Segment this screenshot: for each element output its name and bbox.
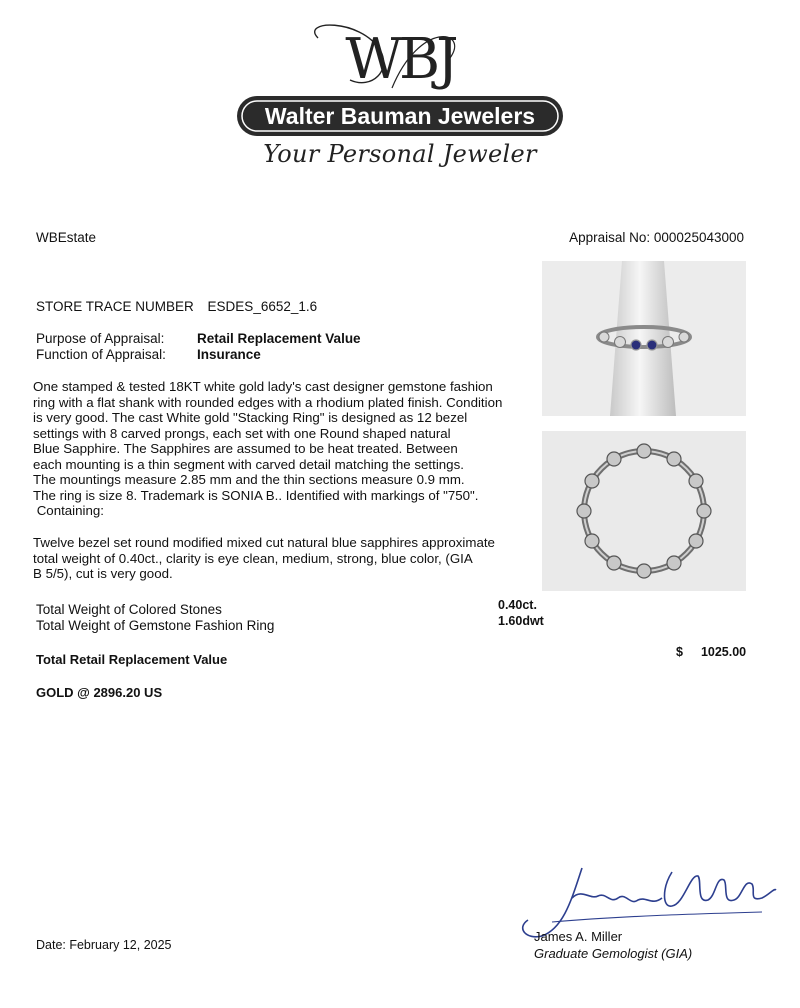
description-line: Containing: (33, 503, 104, 518)
description-line: ring with a flat shank with rounded edges with a rhodium plated finish. Condition (33, 394, 503, 410)
store-trace-value: ESDES_6652_1.6 (207, 299, 318, 314)
signer-name: James A. Miller (534, 929, 623, 944)
description-line: The ring is size 8. Trademark is SONIA B.. Identified with markings of "750". (33, 487, 479, 503)
purpose-row (36, 331, 361, 346)
total-ring-weight-value: 1.60dwt (498, 614, 544, 628)
containing-line: total weight of 0.40ct., clarity is eye clean, medium, strong, blue color, (GIA (33, 550, 473, 566)
monogram-text: WBJ (345, 27, 455, 92)
total-ring-weight-label: Total Weight of Gemstone Fashion Ring (36, 618, 275, 633)
description-line: settings with 8 carved prongs, each set with one Round shaped natural (33, 425, 451, 441)
description-line: One stamped & tested 18KT white gold lady's cast designer gemstone fashion (33, 379, 493, 394)
signer-title: Graduate Gemologist (GIA) (534, 946, 693, 961)
containing-line: B 5/5), cut is very good. (33, 566, 173, 581)
containing-description (33, 535, 533, 582)
gold-price: GOLD @ 2896.20 US (36, 685, 163, 700)
description-line: is very good. The cast White gold "Stacking Ring" is designed as 12 bezel (33, 410, 468, 425)
store-trace (36, 299, 317, 314)
description-line: Blue Sapphire. The Sapphires are assumed to be heat treated. Between (33, 441, 458, 456)
retail-value (676, 645, 746, 659)
store-trace-label: STORE TRACE NUMBER (36, 299, 194, 314)
ring-photo-side (542, 261, 746, 416)
appraisal-number: Appraisal No: 000025043000 (569, 230, 744, 245)
purpose-label: Purpose of Appraisal: (36, 331, 165, 346)
retail-value-label: Total Retail Replacement Value (36, 652, 228, 667)
estate-code: WBEstate (36, 230, 97, 245)
function-value: Insurance (197, 347, 261, 362)
containing-line: Twelve bezel set round modified mixed cut natural blue sapphires approximate (33, 535, 495, 550)
function-label: Function of Appraisal: (36, 347, 166, 362)
description-line: each mounting is a thin segment with carved detail matching the settings. (33, 456, 464, 472)
item-description (33, 379, 528, 519)
total-colored-stones-label: Total Weight of Colored Stones (36, 602, 222, 617)
total-colored-stones-value: 0.40ct. (498, 598, 537, 612)
brand-tagline: Your Personal Jeweler (263, 140, 537, 168)
appraisal-date: Date: February 12, 2025 (36, 938, 172, 952)
currency-symbol: $ (676, 645, 683, 659)
retail-amount: 1025.00 (700, 645, 747, 659)
purpose-value: Retail Replacement Value (197, 331, 361, 346)
brand-name-text: Walter Bauman Jewelers (264, 103, 536, 129)
ring-photo-top (542, 431, 746, 591)
function-row (36, 347, 261, 362)
description-line: The mountings measure 2.85 mm and the thin sections measure 0.9 mm. (33, 472, 465, 487)
